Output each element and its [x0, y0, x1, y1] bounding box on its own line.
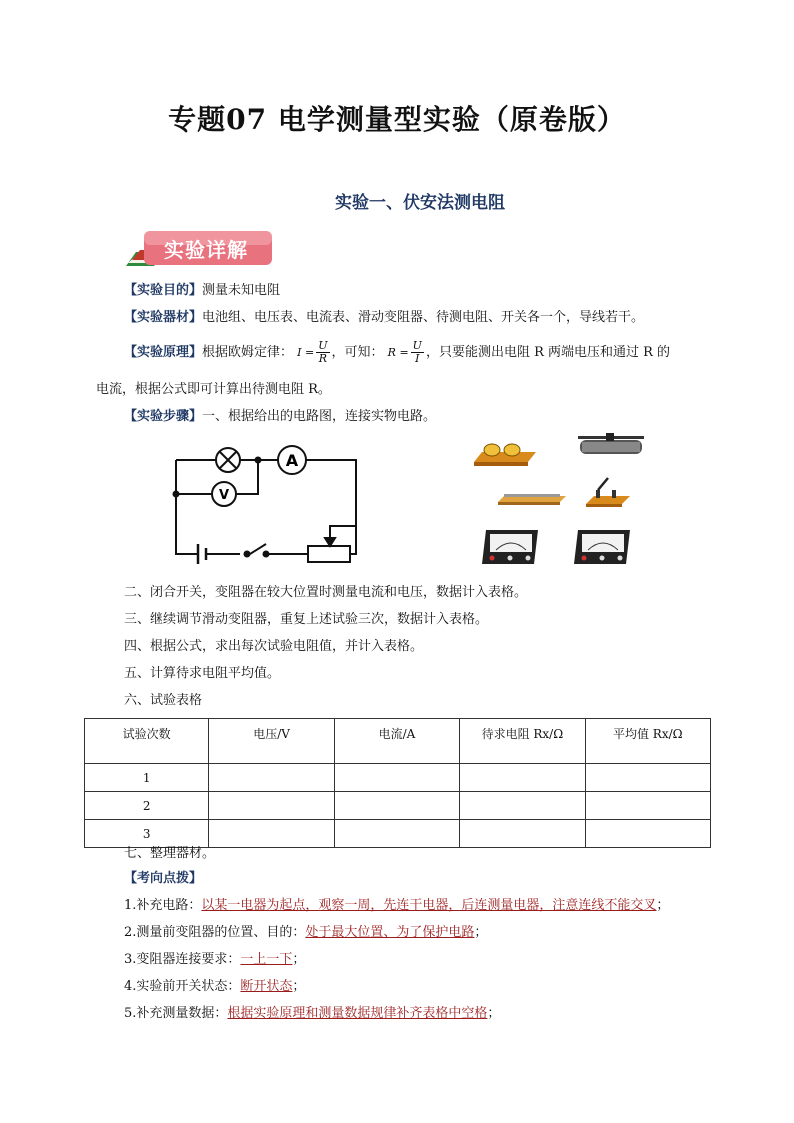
- tip-end: ；: [292, 952, 306, 967]
- equipment-illustrations: [470, 432, 650, 572]
- tip-question: 5.补充测量数据：: [124, 1006, 228, 1021]
- table-cell: [334, 764, 459, 792]
- step-2: 二、闭合开关，变阻器在较大位置时测量电流和电压，数据计入表格。: [124, 585, 528, 600]
- formula-2-den: I: [415, 352, 420, 365]
- table-row: [85, 820, 711, 848]
- table-header-cell: 电压/V: [209, 719, 334, 764]
- formula-1-den: R: [318, 352, 328, 365]
- table-cell: [585, 764, 710, 792]
- tip-end: ；: [474, 925, 488, 940]
- tip-question: 1.补充电路：: [124, 898, 202, 913]
- equipment-tag: 【实验器材】: [124, 310, 203, 325]
- tip-question: 3.变阻器连接要求：: [124, 952, 241, 967]
- tip-1: [124, 897, 669, 915]
- equipment-text: 电池组、电压表、电流表、滑动变阻器、待测电阻、开关各一个，导线若干。: [202, 310, 645, 325]
- step-3: 三、继续调节滑动变阻器，重复上述试验三次，数据计入表格。: [124, 612, 489, 627]
- formula-2: [411, 340, 424, 365]
- purpose-tag: 【实验目的】: [124, 283, 203, 298]
- section-banner: [124, 228, 274, 268]
- principle-line: [124, 338, 670, 368]
- tips-tag: 【考向点拨】: [124, 871, 203, 886]
- table-cell: [209, 820, 334, 848]
- ammeter-device-icon: [482, 530, 538, 564]
- tip-2: [124, 924, 487, 942]
- circuit-diagram: [170, 438, 370, 564]
- voltmeter-label: V: [218, 488, 230, 503]
- table-header-cell: 电流/A: [334, 719, 459, 764]
- table-row: [85, 764, 711, 792]
- table-cell: [209, 792, 334, 820]
- tip-answer: 一上一下: [240, 952, 293, 967]
- formula-1-lhs: I =: [297, 346, 315, 359]
- principle-tag: 【实验原理】: [124, 345, 203, 360]
- table-row: [85, 792, 711, 820]
- page-title: 专题07 电学测量型实验（原卷版）: [168, 103, 626, 136]
- step-7: 七、整理器材。: [124, 846, 216, 861]
- banner-label: 实验详解: [164, 238, 248, 262]
- formula-1: [316, 340, 329, 365]
- principle-text-2: ，可知：: [331, 345, 384, 360]
- tip-answer: 处于最大位置、为了保护电路: [305, 925, 475, 940]
- table-cell: [209, 764, 334, 792]
- rheostat-icon: [578, 433, 644, 454]
- table-header-cell: 试验次数: [85, 719, 209, 764]
- table-cell: [460, 792, 585, 820]
- section-title: 实验一、伏安法测电阻: [335, 193, 505, 213]
- resistor-icon: [498, 494, 566, 505]
- table-header-cell: 待求电阻 Rx/Ω: [460, 719, 585, 764]
- table-cell: [334, 820, 459, 848]
- tip-end: ；: [656, 898, 670, 913]
- table-cell: [460, 764, 585, 792]
- tip-3: [124, 951, 305, 969]
- step-6: 六、试验表格: [124, 693, 203, 708]
- table-header-row: [85, 719, 711, 764]
- step-1-line: [124, 408, 436, 426]
- principle-line-2: 电流，根据公式即可计算出待测电阻 R。: [96, 382, 331, 397]
- tip-question: 4.实验前开关状态：: [124, 979, 241, 994]
- table-cell: [334, 792, 459, 820]
- formula-2-num: U: [412, 339, 422, 352]
- trial-number: 1: [85, 764, 209, 792]
- principle-text-1: 根据欧姆定律：: [202, 345, 294, 360]
- tip-end: ；: [487, 1006, 501, 1021]
- switch-icon: [586, 478, 630, 507]
- step-1: 一、根据给出的电路图，连接实物电路。: [202, 409, 437, 424]
- formula-2-lhs: R =: [387, 346, 409, 359]
- tip-answer: 以某一电器为起点，观察一周，先连干电器，后连测量电器，注意连线不能交叉: [201, 898, 657, 913]
- tip-answer: 根据实验原理和测量数据规律补齐表格中空格: [227, 1006, 488, 1021]
- tip-question: 2.测量前变阻器的位置、目的：: [124, 925, 306, 940]
- trial-number: 2: [85, 792, 209, 820]
- lamp-icon: [216, 448, 240, 472]
- equipment-line: [124, 309, 644, 327]
- steps-tag: 【实验步骤】: [124, 409, 203, 424]
- battery-holder-icon: [474, 444, 536, 466]
- purpose-text: 测量未知电阻: [202, 283, 281, 298]
- step-4: 四、根据公式，求出每次试验电阻值，并计入表格。: [124, 639, 424, 654]
- voltmeter-device-icon: [574, 530, 630, 564]
- table-cell: [585, 820, 710, 848]
- table-cell: [585, 792, 710, 820]
- formula-1-num: U: [318, 339, 328, 352]
- table-header-cell: 平均值 Rx/Ω: [585, 719, 710, 764]
- purpose-line: [124, 282, 280, 300]
- principle-text-3: ，只要能测出电阻 R 两端电压和通过 R 的: [425, 345, 671, 360]
- table-cell: [460, 820, 585, 848]
- tip-5: [124, 1005, 500, 1023]
- experiment-table: [84, 718, 711, 848]
- tip-end: ；: [292, 979, 306, 994]
- ammeter-label: A: [285, 451, 299, 470]
- tip-4: [124, 978, 305, 996]
- tip-answer: 断开状态: [240, 979, 293, 994]
- step-5: 五、计算待求电阻平均值。: [124, 666, 281, 681]
- trial-number: 3: [85, 820, 209, 848]
